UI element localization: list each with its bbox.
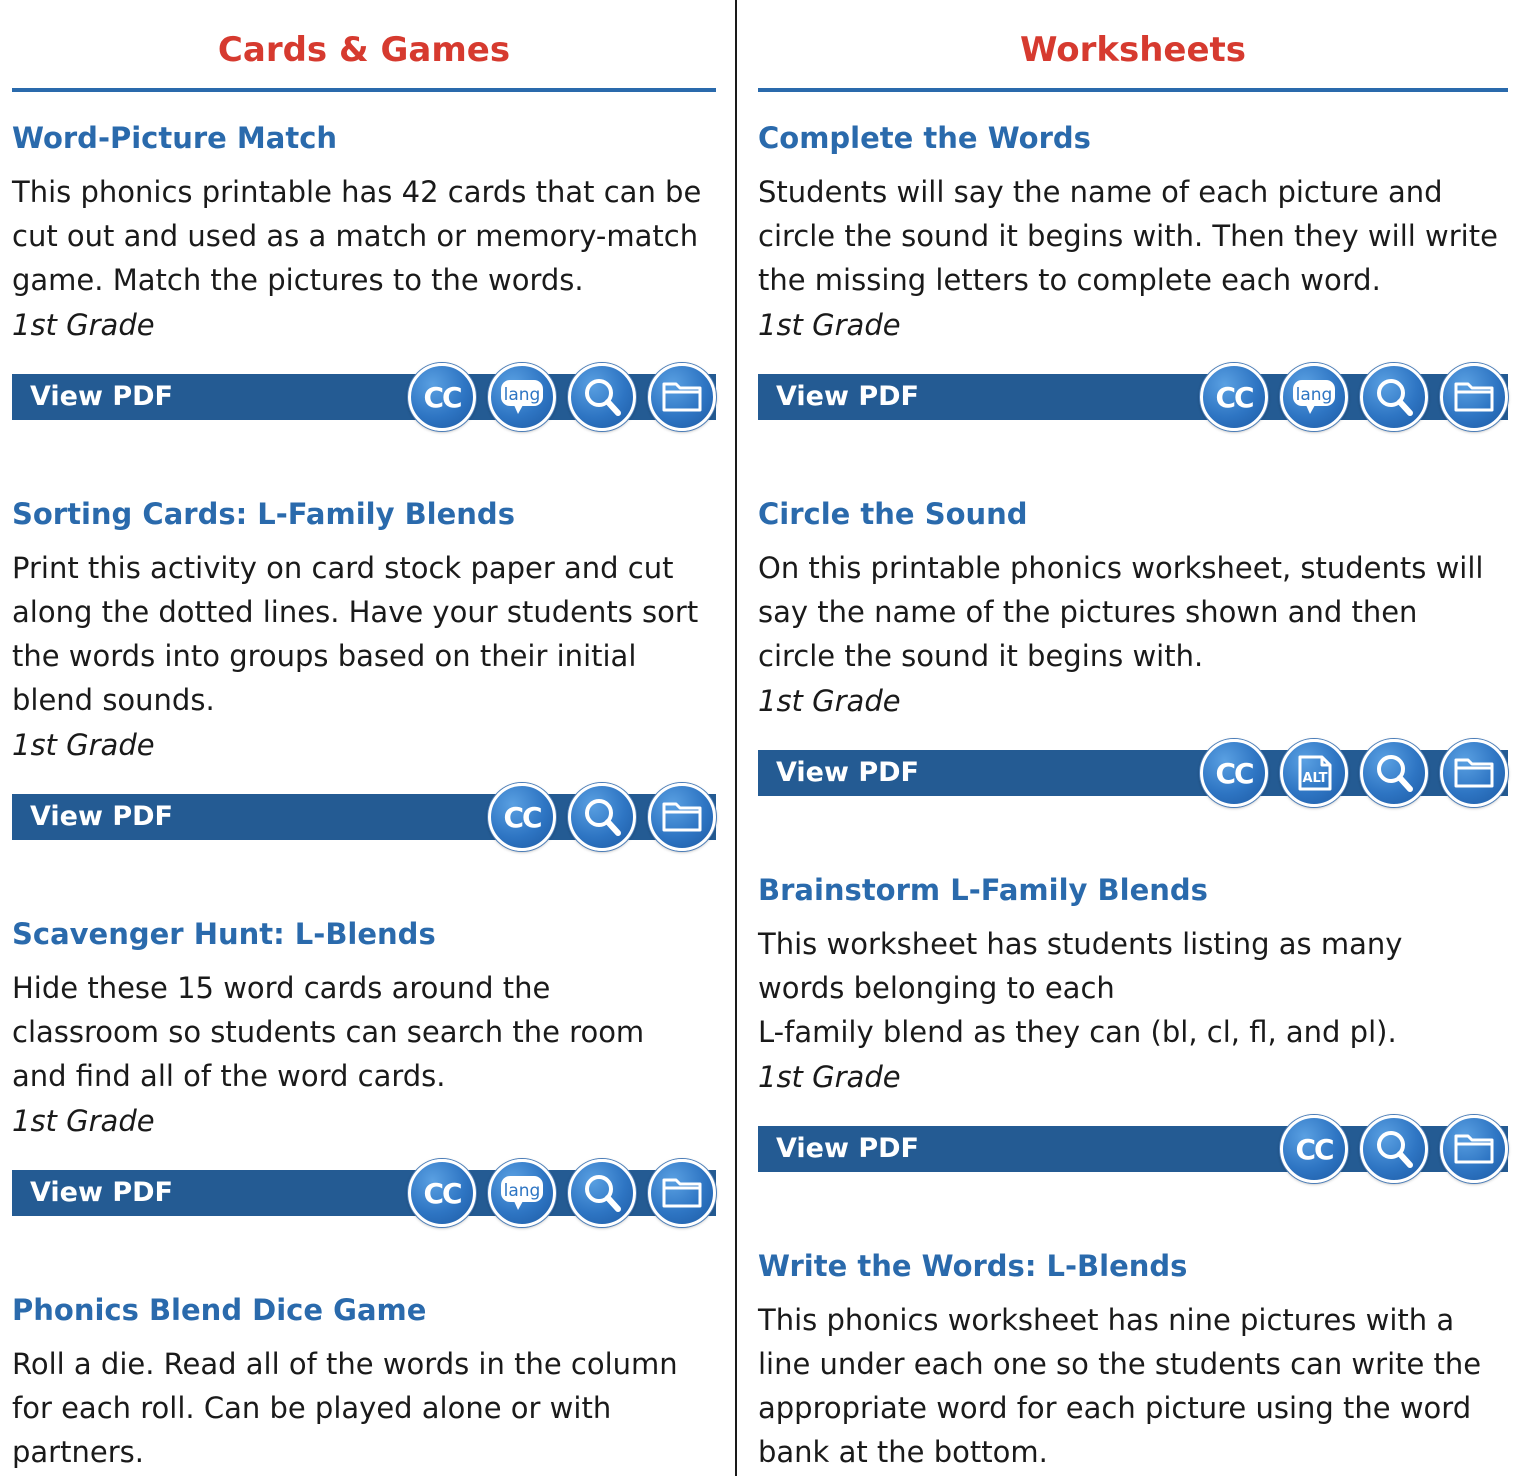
magnifier-icon[interactable] [1360,363,1428,431]
folder-icon[interactable] [648,363,716,431]
folder-icon[interactable] [648,1159,716,1227]
view-pdf-bar[interactable] [12,374,716,420]
lang-icon[interactable] [1280,363,1348,431]
item-description: Roll a die. Read all of the words in the column for each roll. Can be played alone or with partners. [12,1347,678,1469]
item-title-link[interactable]: Sorting Cards: L-Family Blends [12,497,515,531]
cards-games-column [12,0,716,1469]
item-grade: 1st Grade [758,1060,901,1094]
item-title-link[interactable]: Write the Words: L-Blends [758,1249,1188,1283]
folder-icon[interactable] [1440,1115,1508,1183]
svg-text:lang: lang [1295,385,1333,405]
item-description: Students will say the name of each picture and circle the sound it begins with. Then they will write the missing letters to complete each word. [758,175,1498,297]
item-grade: 1st Grade [758,308,901,342]
item-grade: 1st Grade [758,684,901,718]
resource-item [758,1246,1508,1474]
item-title-link[interactable]: Brainstorm L-Family Blends [758,873,1208,907]
cc-icon[interactable]: CC [408,363,476,431]
resource-icons [408,1159,716,1227]
resource-icons [1200,363,1508,431]
cc-icon[interactable]: CC [488,783,556,851]
folder-icon[interactable] [648,783,716,851]
cc-icon[interactable]: CC [408,1159,476,1227]
item-grade: 1st Grade [12,1104,155,1138]
item-description: Hide these 15 word cards around the classroom so students can search the room and find all of the word cards. [12,971,645,1093]
column-divider [735,0,737,1476]
resource-item [12,118,716,420]
view-pdf-bar[interactable] [12,1170,716,1216]
view-pdf-bar[interactable] [12,794,716,840]
view-pdf-button[interactable]: View PDF [30,801,173,832]
item-description: This phonics worksheet has nine pictures with a line under each one so the students can write the appropriate word for each picture using the word bank at the bottom. [758,1303,1482,1469]
item-grade: 1st Grade [12,728,155,762]
resource-item [758,870,1508,1172]
view-pdf-button[interactable]: View PDF [776,381,919,412]
cc-icon[interactable]: CC [1280,1115,1348,1183]
cc-icon[interactable]: CC [1200,739,1268,807]
item-title-link[interactable]: Scavenger Hunt: L-Blends [12,917,436,951]
resource-icons [408,363,716,431]
folder-icon[interactable] [1440,739,1508,807]
item-title-link[interactable]: Complete the Words [758,121,1091,155]
svg-text:ALT: ALT [1302,771,1328,786]
item-description: This worksheet has students listing as many words belonging to each L-family blend as they can (bl, cl, fl, and pl). [758,927,1403,1049]
item-title-link[interactable]: Circle the Sound [758,497,1028,531]
view-pdf-button[interactable]: View PDF [776,757,919,788]
resource-item [12,494,716,840]
resource-item [758,118,1508,420]
view-pdf-button[interactable]: View PDF [30,1177,173,1208]
resource-item [758,494,1508,796]
magnifier-icon[interactable] [1360,1115,1428,1183]
cc-icon[interactable]: CC [1200,363,1268,431]
lang-icon[interactable] [488,363,556,431]
item-description: This phonics printable has 42 cards that can be cut out and used as a match or memory-match game. Match the pictures to the words. [12,175,702,297]
worksheets-column [758,0,1508,1469]
alt-icon[interactable] [1280,739,1348,807]
lang-icon[interactable] [488,1159,556,1227]
column-header-cards-games: Cards & Games [12,0,716,92]
resource-icons [488,783,716,851]
view-pdf-button[interactable]: View PDF [776,1133,919,1164]
column-header-worksheets: Worksheets [758,0,1508,92]
folder-icon[interactable] [1440,363,1508,431]
item-title-link[interactable]: Word-Picture Match [12,121,338,155]
svg-text:lang: lang [503,385,541,405]
view-pdf-bar[interactable] [758,374,1508,420]
magnifier-icon[interactable] [568,363,636,431]
item-description: On this printable phonics worksheet, students will say the name of the pictures shown and then circle the sound it begins with. [758,551,1484,673]
view-pdf-bar[interactable] [758,750,1508,796]
resource-item [12,914,716,1216]
item-grade: 1st Grade [12,308,155,342]
magnifier-icon[interactable] [568,1159,636,1227]
resource-icons [1200,739,1508,807]
magnifier-icon[interactable] [1360,739,1428,807]
item-description: Print this activity on card stock paper and cut along the dotted lines. Have your students sort the words into groups based on their initial blend sounds. [12,551,699,717]
item-title-link[interactable]: Phonics Blend Dice Game [12,1293,427,1327]
view-pdf-bar[interactable] [758,1126,1508,1172]
view-pdf-button[interactable]: View PDF [30,381,173,412]
resource-icons [1280,1115,1508,1183]
svg-text:lang: lang [503,1181,541,1201]
resource-item [12,1290,716,1474]
magnifier-icon[interactable] [568,783,636,851]
